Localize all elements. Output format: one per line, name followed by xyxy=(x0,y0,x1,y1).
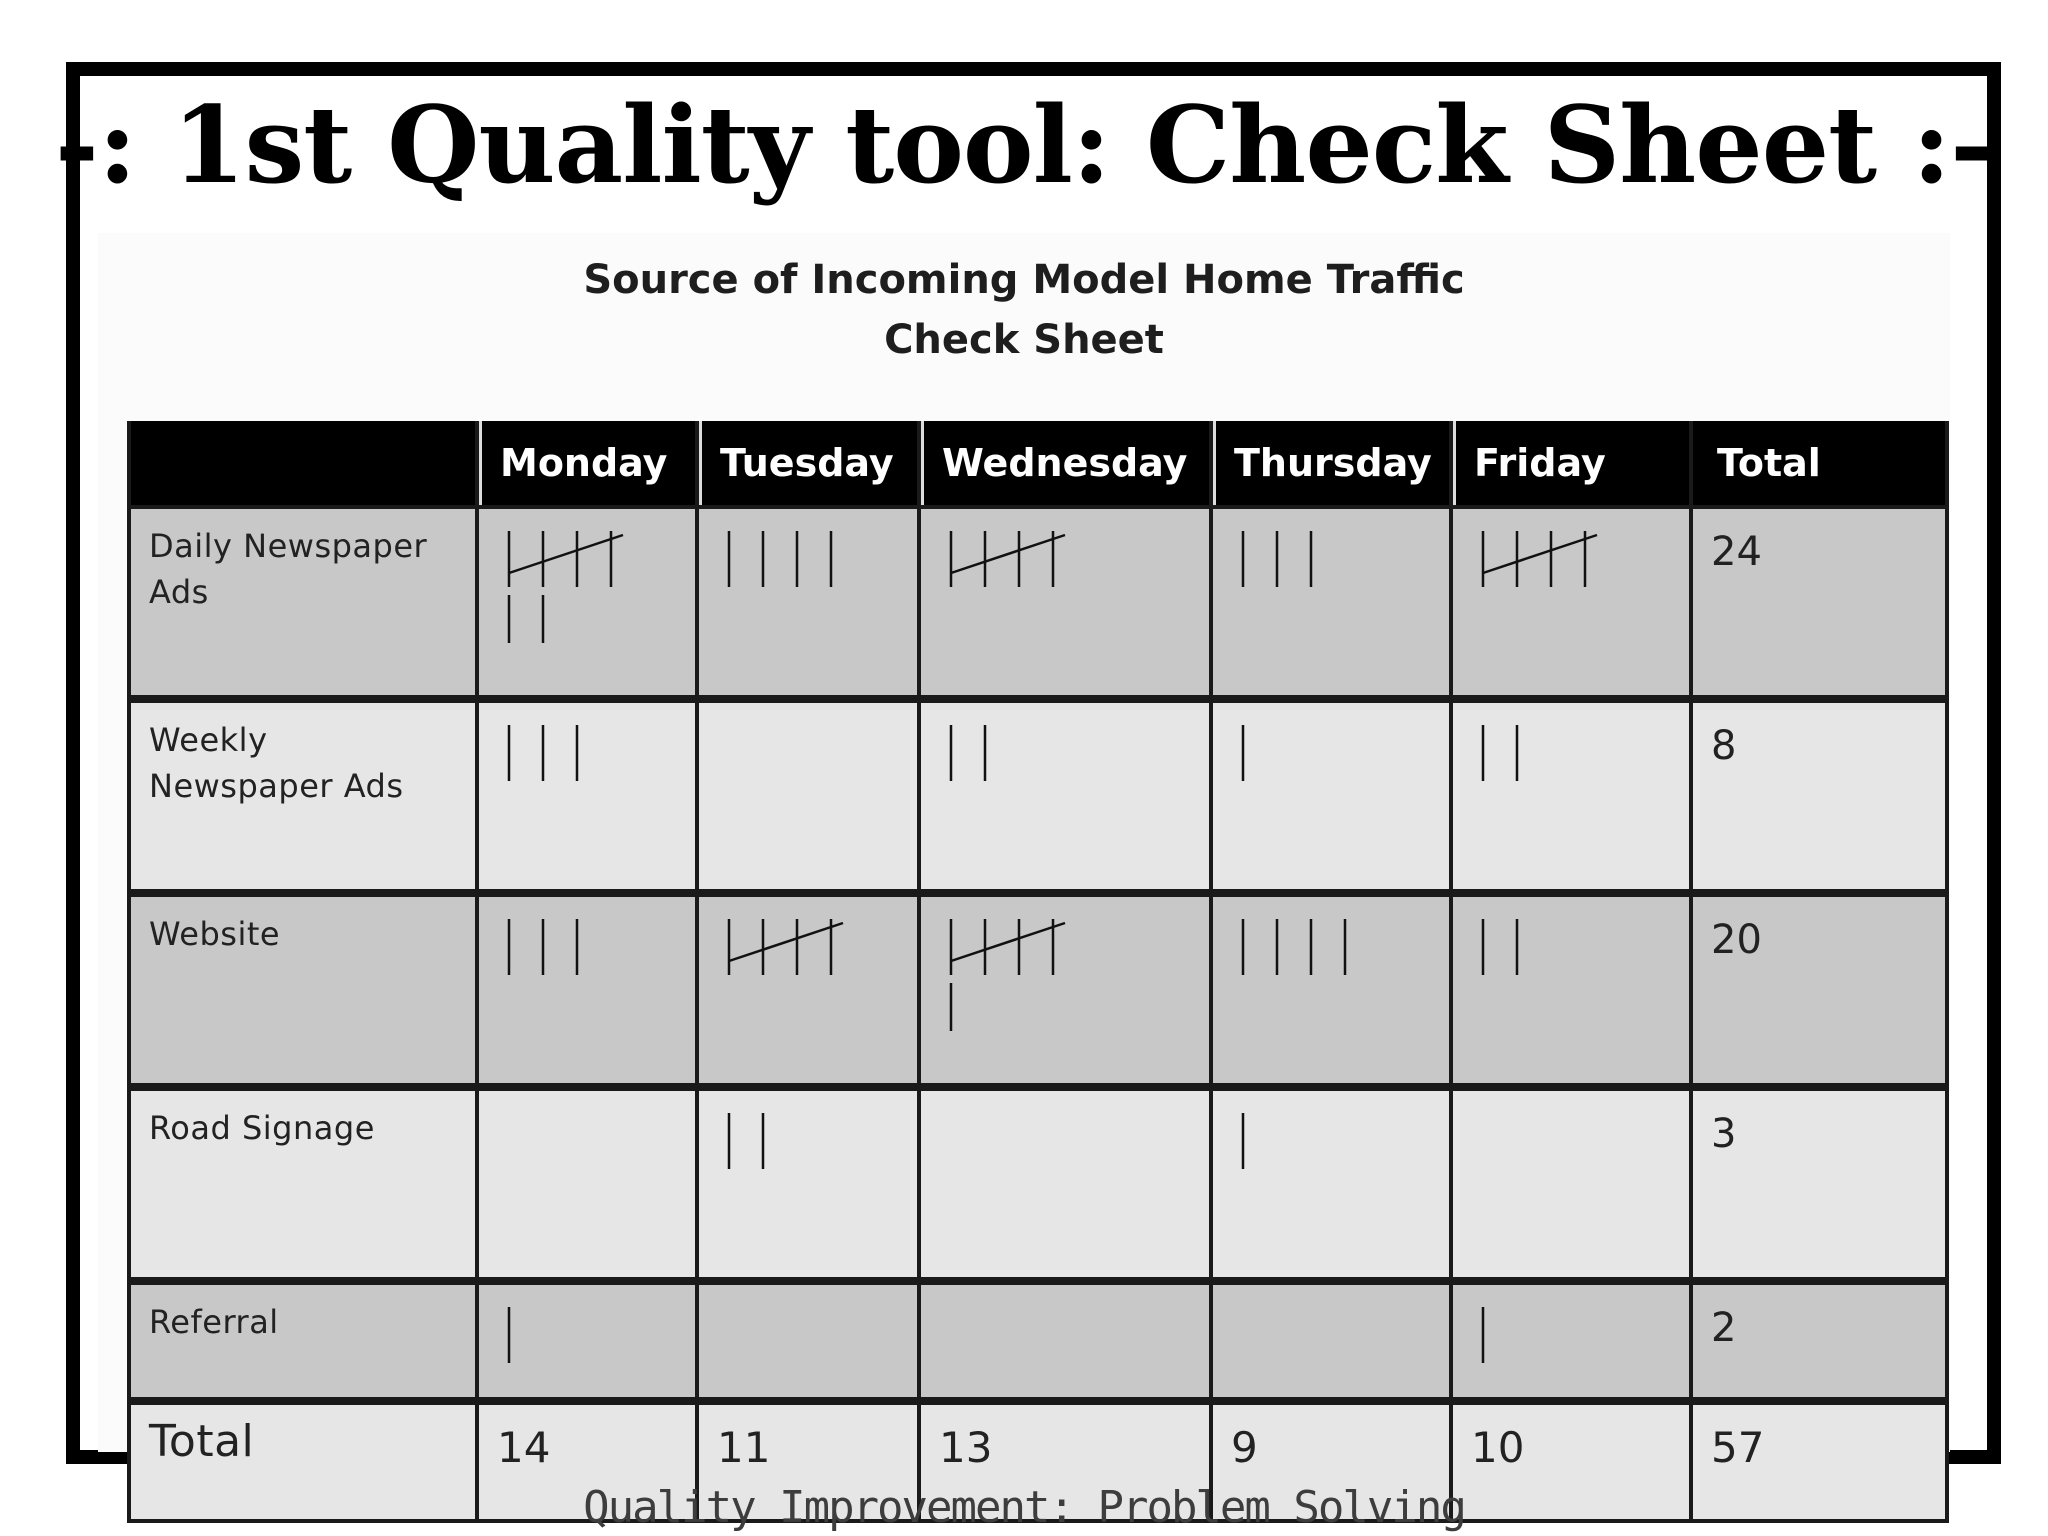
check-sheet-heading-line1: Source of Incoming Model Home Traffic xyxy=(583,257,1465,303)
tally-cross-stroke xyxy=(951,923,1065,961)
tally-cell-tuesday xyxy=(699,699,917,893)
row-label xyxy=(131,1281,475,1401)
column-total: 14 xyxy=(479,1401,695,1523)
tally-cross-stroke xyxy=(1483,535,1597,573)
tally-cell-tuesday xyxy=(699,893,917,1087)
tally-cell-monday xyxy=(479,699,695,893)
row-total: 3 xyxy=(1693,1087,1945,1281)
tally-cell-friday xyxy=(1453,699,1689,893)
tally-marks xyxy=(1235,717,1365,837)
table-row xyxy=(131,893,1945,1087)
row-label-line1: Weekly xyxy=(149,721,268,759)
tally-marks xyxy=(943,717,1073,837)
row-label-line2: Newspaper Ads xyxy=(149,767,404,805)
tally-cell-thursday xyxy=(1213,699,1449,893)
tally-cell-tuesday xyxy=(699,505,917,699)
tally-marks xyxy=(1235,911,1365,1031)
check-sheet-heading xyxy=(0,250,2048,370)
tally-marks xyxy=(501,911,631,1031)
header-monday: Monday xyxy=(479,421,695,505)
header-thursday: Thursday xyxy=(1213,421,1449,505)
tally-cell-thursday xyxy=(1213,1281,1449,1401)
table-row xyxy=(131,505,1945,699)
column-total: 57 xyxy=(1693,1401,1945,1523)
header-row xyxy=(131,421,1945,505)
row-total: 8 xyxy=(1693,699,1945,893)
tally-marks xyxy=(501,523,631,643)
table-row xyxy=(131,1087,1945,1281)
totals-label: Total xyxy=(131,1401,475,1523)
header-blank xyxy=(131,421,475,505)
tally-cross-stroke xyxy=(729,923,843,961)
tally-marks xyxy=(943,523,1073,643)
row-label-line1: Road Signage xyxy=(149,1109,375,1147)
tally-cell-friday xyxy=(1453,505,1689,699)
tally-cell-wednesday xyxy=(921,1087,1209,1281)
tally-cell-monday xyxy=(479,505,695,699)
tally-cell-wednesday xyxy=(921,505,1209,699)
check-sheet-heading-line2: Check Sheet xyxy=(884,317,1164,363)
row-label xyxy=(131,505,475,699)
tally-cell-friday xyxy=(1453,893,1689,1087)
tally-marks xyxy=(1235,523,1365,643)
header-friday: Friday xyxy=(1453,421,1689,505)
tally-cell-wednesday xyxy=(921,893,1209,1087)
tally-cell-tuesday xyxy=(699,1281,917,1401)
row-total: 24 xyxy=(1693,505,1945,699)
row-label xyxy=(131,893,475,1087)
tally-marks xyxy=(721,911,851,1031)
row-label-line1: Referral xyxy=(149,1303,279,1341)
header-wednesday: Wednesday xyxy=(921,421,1209,505)
row-label xyxy=(131,699,475,893)
tally-cell-monday xyxy=(479,1087,695,1281)
tally-cross-stroke xyxy=(509,535,623,573)
tally-cell-thursday xyxy=(1213,893,1449,1087)
table-row xyxy=(131,1281,1945,1401)
tally-marks xyxy=(943,911,1073,1031)
row-total: 20 xyxy=(1693,893,1945,1087)
column-total: 10 xyxy=(1453,1401,1689,1523)
tally-cell-monday xyxy=(479,893,695,1087)
column-total: 13 xyxy=(921,1401,1209,1523)
tally-cell-wednesday xyxy=(921,1281,1209,1401)
row-total: 2 xyxy=(1693,1281,1945,1401)
tally-marks xyxy=(721,523,851,643)
tally-marks xyxy=(501,717,631,837)
table-row xyxy=(131,699,1945,893)
row-label xyxy=(131,1087,475,1281)
footer-text: Quality Improvement: Problem Solving xyxy=(583,1482,1465,1533)
tally-cell-friday xyxy=(1453,1087,1689,1281)
tally-marks xyxy=(1475,717,1605,837)
row-label-line1: Daily Newspaper xyxy=(149,527,428,565)
slide-title: -: 1st Quality tool: Check Sheet :- xyxy=(54,82,1994,207)
column-total: 9 xyxy=(1213,1401,1449,1523)
row-label-line2: Ads xyxy=(149,573,209,611)
check-sheet-table xyxy=(127,421,1949,1523)
tally-cross-stroke xyxy=(951,535,1065,573)
tally-marks xyxy=(1475,911,1605,1031)
tally-cell-tuesday xyxy=(699,1087,917,1281)
tally-cell-thursday xyxy=(1213,1087,1449,1281)
tally-cell-thursday xyxy=(1213,505,1449,699)
column-total: 11 xyxy=(699,1401,917,1523)
tally-cell-wednesday xyxy=(921,699,1209,893)
header-total: Total xyxy=(1693,421,1945,505)
tally-marks xyxy=(1475,523,1605,643)
tally-marks xyxy=(1235,1105,1365,1225)
tally-marks xyxy=(721,1105,851,1225)
tally-cell-friday xyxy=(1453,1281,1689,1401)
tally-cell-monday xyxy=(479,1281,695,1401)
row-label-line1: Website xyxy=(149,915,281,953)
header-tuesday: Tuesday xyxy=(699,421,917,505)
